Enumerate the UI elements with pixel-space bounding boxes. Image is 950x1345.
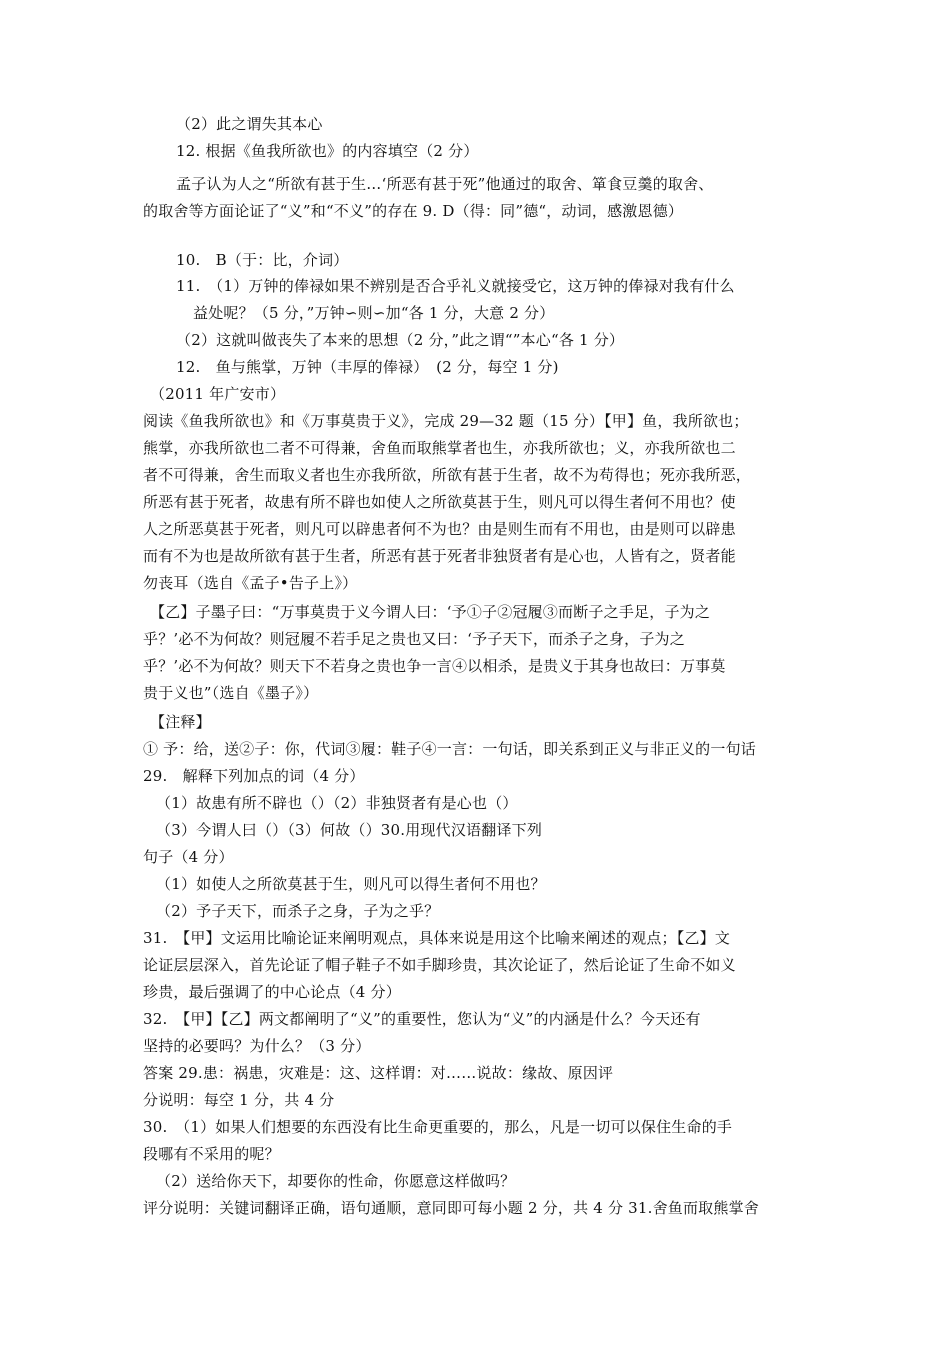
- text-line: 论证层层深入，首先论证了帽子鞋子不如手脚珍贵，其次论证了，然后论证了生命不如义: [143, 956, 736, 974]
- text-line: 珍贵，最后强调了的中心论点（4 分）: [143, 983, 401, 1001]
- text-line: 乎？’必不为何故？则天下不若身之贵也争一言④以相杀，是贵义于其身也故曰：万事莫: [143, 657, 726, 675]
- text-line: 句子（4 分）: [143, 848, 234, 866]
- text-line: 评分说明：关键词翻译正确，语句通顺，意同即可每小题 2 分，共 4 分 31.舍鱼而取熊掌舍: [143, 1199, 759, 1217]
- text-line: 29. 解释下列加点的词（4 分）: [143, 767, 365, 785]
- text-line: 阅读《鱼我所欲也》和《万事莫贵于义》，完成 29—32 题（15 分）【甲】鱼，我所欲也；: [143, 412, 749, 430]
- text-line: 熊掌，亦我所欲也二者不可得兼，舍鱼而取熊掌者也生，亦我所欲也；义，亦我所欲也二: [143, 439, 736, 457]
- text-line: 【乙】子墨子曰：“万事莫贵于义今谓人曰：‘予①子②冠履③而断子之手足，子为之: [150, 603, 711, 621]
- text-line: 所恶有甚于死者，故患有所不辟也如使人之所欲莫甚于生，则凡可以得生者何不用也？使: [143, 493, 736, 511]
- text-line: 的取舍等方面论证了“义”和“不义”的存在 9. D（得：同”德“，动词，感激恩德）: [143, 202, 684, 220]
- text-line: （2011 年广安市）: [150, 385, 286, 403]
- text-line: （2）这就叫做丧失了本来的思想（2 分，”此之谓“”本心“各 1 分）: [176, 331, 625, 349]
- text-line: （2）予子天下，而杀子之身，子为之乎？: [156, 902, 440, 920]
- text-line: 11. （1）万钟的俸禄如果不辨别是否合乎礼义就接受它，这万钟的俸禄对我有什么: [176, 277, 735, 295]
- text-line: 12. 鱼与熊掌，万钟（丰厚的俸禄） (2 分，每空 1 分): [176, 358, 559, 376]
- text-line: ① 予：给，送②子：你，代词③履：鞋子④一言：一句话，即关系到正义与非正义的一句话: [143, 740, 756, 758]
- text-line: 孟子认为人之“所欲有甚于生…‘所恶有甚于死”他通过的取舍、箪食豆羹的取舍、: [176, 175, 714, 193]
- text-line: （1）故患有所不辟也（）（2）非独贤者有是心也（）: [156, 794, 518, 812]
- text-line: 贵于义也”（选自《墨子》）: [143, 684, 319, 702]
- text-line: （2）此之谓失其本心: [176, 115, 323, 133]
- text-line: 人之所恶莫甚于死者，则凡可以辟患者何不为也？由是则生而有不用也，由是则可以辟患: [143, 520, 736, 538]
- text-line: 32. 【甲】【乙】两文都阐明了“义”的重要性，您认为“义”的内涵是什么？今天还有: [143, 1010, 701, 1028]
- text-line: 分说明：每空 1 分，共 4 分: [143, 1091, 335, 1109]
- text-line: 答案 29.患：祸患，灾难是：这、这样谓：对……说故：缘故、原因评: [143, 1064, 614, 1082]
- text-line: 12. 根据《鱼我所欲也》的内容填空（2 分）: [176, 142, 479, 160]
- text-line: 31. 【甲】文运用比喻论证来阐明观点，具体来说是用这个比喻来阐述的观点；【乙】文: [143, 929, 731, 947]
- text-line: 勿丧耳（选自《孟子•告子上》）: [143, 574, 358, 592]
- text-line: 10. B（于：比，介词）: [176, 251, 349, 269]
- text-line: 30. （1）如果人们想要的东西没有比生命更重要的，那么，凡是一切可以保住生命的手: [143, 1118, 733, 1136]
- text-line: （2）送给你天下，却要你的性命，你愿意这样做吗？: [156, 1172, 516, 1190]
- text-line: 段哪有不采用的呢？: [143, 1145, 280, 1163]
- text-line: 乎？’必不为何故？则冠履不若手足之贵也又曰：‘予子天下，而杀子之身，子为之: [143, 630, 685, 648]
- text-line: （3）今谓人曰（）（3）何故（）30.用现代汉语翻译下列: [156, 821, 543, 839]
- text-line: 【注释】: [150, 713, 211, 731]
- text-line: （1）如使人之所欲莫甚于生，则凡可以得生者何不用也？: [156, 875, 546, 893]
- text-line: 而有不为也是故所欲有甚于生者，所恶有甚于死者非独贤者有是心也，人皆有之，贤者能: [143, 547, 736, 565]
- text-line: 者不可得兼，舍生而取义者也生亦我所欲，所欲有甚于生者，故不为苟得也；死亦我所恶，: [143, 466, 752, 484]
- text-line: 益处呢？（5 分，”万钟∽则∽加“各 1 分，大意 2 分）: [193, 304, 555, 322]
- text-line: 坚持的必要吗？为什么？（3 分）: [143, 1037, 371, 1055]
